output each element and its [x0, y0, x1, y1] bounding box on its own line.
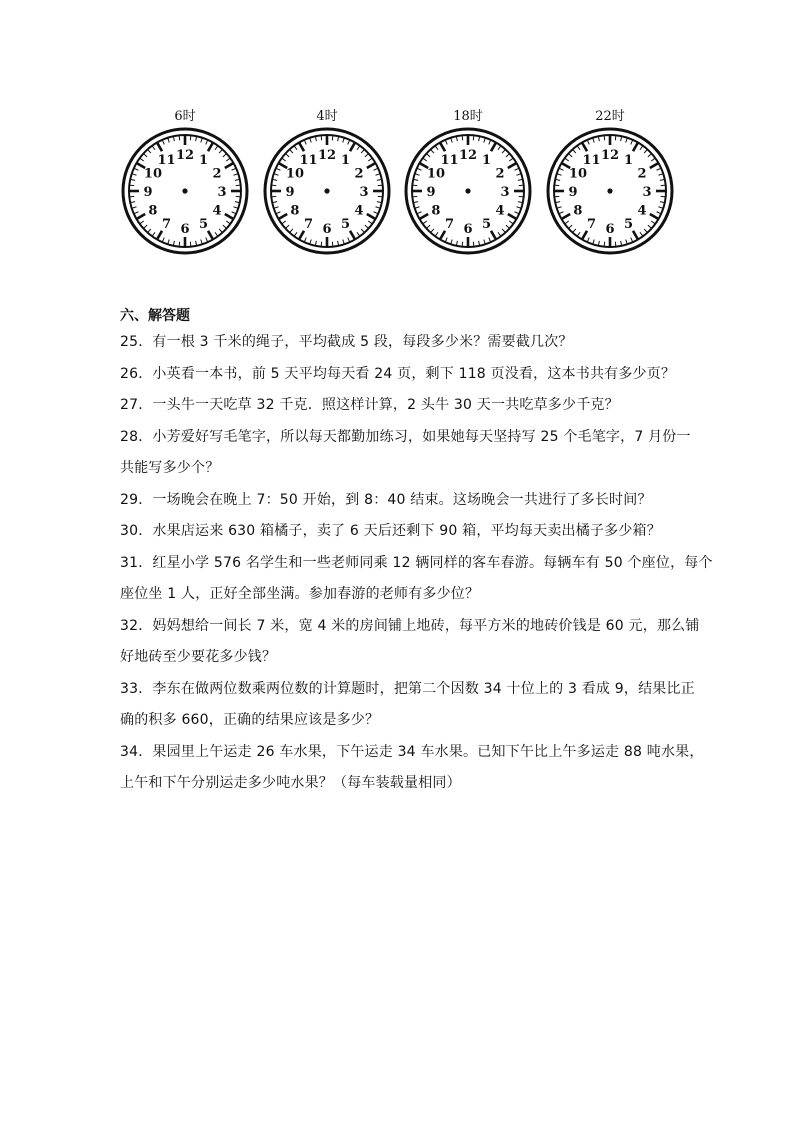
- minute-tick: [332, 135, 333, 140]
- minute-tick: [357, 146, 360, 150]
- clock-numeral: 3: [359, 185, 369, 200]
- hour-tick: [367, 163, 376, 168]
- minute-tick: [657, 212, 662, 214]
- clock-numeral: 4: [354, 203, 364, 219]
- question-line: 32．妈妈想给一间长 7 米，宽 4 米的房间铺上地砖，每平方米的地砖价钱是 60 元，那么铺: [120, 617, 700, 634]
- clock-numeral: 9: [426, 185, 436, 200]
- minute-tick: [357, 232, 360, 236]
- clock-caption: 22时: [595, 109, 625, 124]
- clock-numeral: 10: [285, 166, 305, 182]
- minute-tick: [498, 232, 501, 236]
- minute-tick: [232, 212, 237, 214]
- minute-tick: [374, 212, 379, 214]
- hour-tick: [350, 143, 355, 152]
- minute-tick: [223, 154, 227, 157]
- minute-tick: [509, 221, 513, 224]
- clock-2: [262, 108, 392, 258]
- hour-tick: [508, 214, 517, 219]
- minute-tick: [236, 185, 241, 186]
- clock-numeral: 6: [605, 222, 615, 237]
- minute-tick: [348, 238, 350, 243]
- minute-tick: [219, 229, 222, 233]
- minute-tick: [226, 221, 230, 224]
- question-line: 25．有一根 3 千米的绳子，平均截成 5 段，每段多少米？需要截几次？: [120, 334, 573, 350]
- minute-tick: [577, 232, 580, 236]
- clock-numeral: 8: [290, 203, 300, 219]
- minute-tick: [651, 221, 655, 224]
- question-line: 27．一头牛一天吃草 32 千克．照这样计算，2 头牛 30 天一共吃草多少千克？: [120, 397, 619, 413]
- minute-tick: [568, 225, 572, 228]
- minute-tick: [332, 242, 333, 247]
- minute-tick: [565, 158, 569, 161]
- clock-center-dot: [182, 188, 187, 193]
- minute-tick: [661, 185, 666, 186]
- minute-tick: [423, 158, 427, 161]
- minute-tick: [143, 154, 147, 157]
- minute-tick: [445, 140, 447, 145]
- minute-tick: [304, 140, 306, 145]
- clock-row: [0, 108, 794, 258]
- minute-tick: [361, 149, 364, 153]
- clock-numeral: 7: [161, 217, 172, 233]
- minute-tick: [215, 232, 218, 236]
- minute-tick: [573, 229, 576, 233]
- minute-tick: [519, 196, 524, 197]
- minute-tick: [644, 149, 647, 153]
- hour-tick: [633, 143, 638, 152]
- minute-tick: [152, 232, 155, 236]
- minute-tick: [190, 135, 191, 140]
- minute-tick: [294, 232, 297, 236]
- clock-numeral: 7: [303, 217, 314, 233]
- clock-numeral: 1: [481, 152, 492, 168]
- question-line: 29．一场晚会在晚上 7：50 开始，到 8：40 结束。这场晚会一共进行了多长时间？: [120, 491, 652, 508]
- question-line: 28．小芳爱好写毛笔字，所以每天都勤加练习，如果她每天坚持写 25 个毛笔字，7 月份一: [120, 428, 691, 445]
- question-line: 30．水果店运来 630 箱橘子，卖了 6 天后还剩下 90 箱，平均每天卖出橘子多少箱？: [120, 523, 661, 539]
- clock-center-dot: [607, 188, 612, 193]
- minute-tick: [285, 154, 289, 157]
- clock-center-dot: [324, 188, 329, 193]
- clock-numeral: 11: [440, 152, 459, 168]
- minute-tick: [134, 168, 139, 170]
- clock-caption: 4时: [316, 109, 338, 124]
- minute-tick: [129, 185, 134, 186]
- question-continuation: 确的积多 660，正确的结果应该是多少？: [120, 712, 380, 728]
- minute-tick: [423, 221, 427, 224]
- minute-tick: [148, 229, 151, 233]
- minute-tick: [604, 242, 605, 247]
- hour-tick: [491, 143, 496, 152]
- clock-numeral: 3: [642, 185, 652, 200]
- clock-numeral: 6: [463, 222, 473, 237]
- clock-numeral: 11: [157, 152, 176, 168]
- hour-tick: [508, 163, 517, 168]
- minute-tick: [361, 229, 364, 233]
- minute-tick: [473, 242, 474, 247]
- clock-numeral: 8: [148, 203, 158, 219]
- minute-tick: [129, 196, 134, 197]
- clock-numeral: 11: [582, 152, 601, 168]
- minute-tick: [648, 225, 652, 228]
- question-line: 31．红星小学 576 名学生和一些老师同乘 12 辆同样的客车春游。每辆车有 50 个座位，每个: [120, 554, 713, 571]
- minute-tick: [661, 196, 666, 197]
- clock-numeral: 5: [340, 217, 351, 233]
- minute-tick: [568, 154, 572, 157]
- clock-caption: 18时: [453, 109, 483, 124]
- minute-tick: [365, 225, 369, 228]
- clock-face: [403, 126, 533, 256]
- hour-tick: [208, 143, 213, 152]
- clock-numeral: 11: [299, 152, 318, 168]
- clock-numeral: 4: [495, 203, 505, 219]
- clock-numeral: 4: [637, 203, 647, 219]
- minute-tick: [290, 229, 293, 233]
- minute-tick: [215, 146, 218, 150]
- clock-caption: 6时: [174, 109, 196, 124]
- hour-tick: [562, 214, 571, 219]
- minute-tick: [502, 229, 505, 233]
- hour-tick: [440, 231, 445, 240]
- hour-tick: [225, 214, 234, 219]
- hour-tick: [367, 214, 376, 219]
- minute-tick: [206, 140, 208, 145]
- minute-tick: [294, 146, 297, 150]
- minute-tick: [587, 238, 589, 243]
- clock-numeral: 3: [217, 185, 227, 200]
- minute-tick: [417, 212, 422, 214]
- question-continuation: 共能写多少个？: [120, 460, 220, 476]
- hour-tick: [157, 143, 162, 152]
- clock-numeral: 5: [198, 217, 209, 233]
- minute-tick: [271, 196, 276, 197]
- clock-numeral: 12: [317, 148, 337, 163]
- minute-tick: [179, 242, 180, 247]
- minute-tick: [462, 242, 463, 247]
- hour-tick: [279, 214, 288, 219]
- question-continuation: 上午和下午分别运走多少吨水果？（每车装载量相同）: [120, 775, 461, 791]
- clock-numeral: 6: [180, 222, 190, 237]
- clock-face: [120, 126, 250, 256]
- minute-tick: [321, 242, 322, 247]
- clock-numeral: 8: [573, 203, 583, 219]
- minute-tick: [321, 135, 322, 140]
- minute-tick: [554, 196, 559, 197]
- minute-tick: [577, 146, 580, 150]
- minute-tick: [640, 232, 643, 236]
- minute-tick: [515, 212, 520, 214]
- hour-tick: [633, 231, 638, 240]
- minute-tick: [271, 185, 276, 186]
- minute-tick: [648, 154, 652, 157]
- minute-tick: [573, 149, 576, 153]
- question-line: 26．小英看一本书，前 5 天平均每天看 24 页，剩下 118 页没看，这本书共有多少页？: [120, 365, 676, 382]
- hour-tick: [208, 231, 213, 240]
- minute-tick: [348, 140, 350, 145]
- clock-numeral: 2: [495, 166, 505, 182]
- minute-tick: [226, 158, 230, 161]
- hour-tick: [137, 214, 146, 219]
- hour-tick: [420, 214, 429, 219]
- clock-numeral: 10: [568, 166, 588, 182]
- hour-tick: [650, 214, 659, 219]
- minute-tick: [285, 225, 289, 228]
- hour-tick: [350, 231, 355, 240]
- minute-tick: [276, 212, 281, 214]
- minute-tick: [140, 221, 144, 224]
- hour-tick: [299, 143, 304, 152]
- minute-tick: [502, 149, 505, 153]
- minute-tick: [368, 221, 372, 224]
- minute-tick: [134, 212, 139, 214]
- minute-tick: [412, 185, 417, 186]
- minute-tick: [219, 149, 222, 153]
- minute-tick: [304, 238, 306, 243]
- minute-tick: [412, 196, 417, 197]
- hour-tick: [491, 231, 496, 240]
- minute-tick: [223, 225, 227, 228]
- clock-numeral: 1: [623, 152, 634, 168]
- question-continuation: 好地砖至少要花多少钱？: [120, 649, 277, 665]
- minute-tick: [615, 242, 616, 247]
- minute-tick: [365, 154, 369, 157]
- clock-center-dot: [465, 188, 470, 193]
- minute-tick: [554, 185, 559, 186]
- minute-tick: [657, 168, 662, 170]
- minute-tick: [519, 185, 524, 186]
- minute-tick: [489, 238, 491, 243]
- minute-tick: [565, 221, 569, 224]
- minute-tick: [435, 232, 438, 236]
- minute-tick: [587, 140, 589, 145]
- clock-numeral: 1: [340, 152, 351, 168]
- minute-tick: [445, 238, 447, 243]
- minute-tick: [515, 168, 520, 170]
- minute-tick: [140, 158, 144, 161]
- hour-tick: [582, 231, 587, 240]
- minute-tick: [282, 221, 286, 224]
- minute-tick: [509, 158, 513, 161]
- minute-tick: [426, 154, 430, 157]
- clock-numeral: 1: [198, 152, 209, 168]
- clock-numeral: 12: [175, 148, 195, 163]
- clock-numeral: 5: [623, 217, 634, 233]
- minute-tick: [631, 140, 633, 145]
- minute-tick: [489, 140, 491, 145]
- minute-tick: [644, 229, 647, 233]
- minute-tick: [615, 135, 616, 140]
- minute-tick: [506, 225, 510, 228]
- minute-tick: [152, 146, 155, 150]
- clock-numeral: 7: [586, 217, 597, 233]
- hour-tick: [225, 163, 234, 168]
- clock-face: [262, 126, 392, 256]
- clock-numeral: 10: [426, 166, 446, 182]
- clock-numeral: 2: [354, 166, 364, 182]
- minute-tick: [148, 149, 151, 153]
- clock-3: [403, 108, 533, 258]
- minute-tick: [431, 229, 434, 233]
- question-continuation: 座位坐 1 人，正好全部坐满。参加春游的老师有多少位？: [120, 586, 480, 602]
- minute-tick: [604, 135, 605, 140]
- question-list: [120, 327, 713, 800]
- minute-tick: [462, 135, 463, 140]
- section-title: 六、解答题: [120, 308, 190, 324]
- minute-tick: [559, 168, 564, 170]
- minute-tick: [498, 146, 501, 150]
- minute-tick: [276, 168, 281, 170]
- clock-numeral: 7: [444, 217, 455, 233]
- clock-numeral: 5: [481, 217, 492, 233]
- minute-tick: [368, 158, 372, 161]
- minute-tick: [506, 154, 510, 157]
- minute-tick: [236, 196, 241, 197]
- clock-numeral: 2: [212, 166, 222, 182]
- clock-numeral: 9: [285, 185, 295, 200]
- minute-tick: [426, 225, 430, 228]
- clock-numeral: 3: [500, 185, 510, 200]
- clock-numeral: 8: [431, 203, 441, 219]
- minute-tick: [206, 238, 208, 243]
- minute-tick: [559, 212, 564, 214]
- minute-tick: [179, 135, 180, 140]
- clock-numeral: 10: [143, 166, 163, 182]
- minute-tick: [378, 185, 383, 186]
- clock-numeral: 6: [322, 222, 332, 237]
- clock-numeral: 12: [600, 148, 620, 163]
- clock-face: [545, 126, 675, 256]
- minute-tick: [290, 149, 293, 153]
- minute-tick: [282, 158, 286, 161]
- question-line: 33．李东在做两位数乘两位数的计算题时，把第二个因数 34 十位上的 3 看成 9，结果比正: [120, 680, 695, 697]
- minute-tick: [435, 146, 438, 150]
- minute-tick: [651, 158, 655, 161]
- minute-tick: [143, 225, 147, 228]
- minute-tick: [631, 238, 633, 243]
- question-line: 34．果园里上午运走 26 车水果，下午运走 34 车水果。已知下午比上午多运走 88 吨水果，: [120, 743, 704, 760]
- hour-tick: [299, 231, 304, 240]
- clock-4: [545, 108, 675, 258]
- clock-numeral: 9: [568, 185, 578, 200]
- minute-tick: [473, 135, 474, 140]
- minute-tick: [162, 238, 164, 243]
- minute-tick: [640, 146, 643, 150]
- minute-tick: [378, 196, 383, 197]
- clock-numeral: 4: [212, 203, 222, 219]
- hour-tick: [157, 231, 162, 240]
- minute-tick: [431, 149, 434, 153]
- minute-tick: [417, 168, 422, 170]
- minute-tick: [232, 168, 237, 170]
- clock-numeral: 2: [637, 166, 647, 182]
- hour-tick: [440, 143, 445, 152]
- hour-tick: [582, 143, 587, 152]
- minute-tick: [162, 140, 164, 145]
- clock-numeral: 9: [143, 185, 153, 200]
- minute-tick: [190, 242, 191, 247]
- hour-tick: [650, 163, 659, 168]
- minute-tick: [374, 168, 379, 170]
- clock-numeral: 12: [458, 148, 478, 163]
- clock-1: [120, 108, 250, 258]
